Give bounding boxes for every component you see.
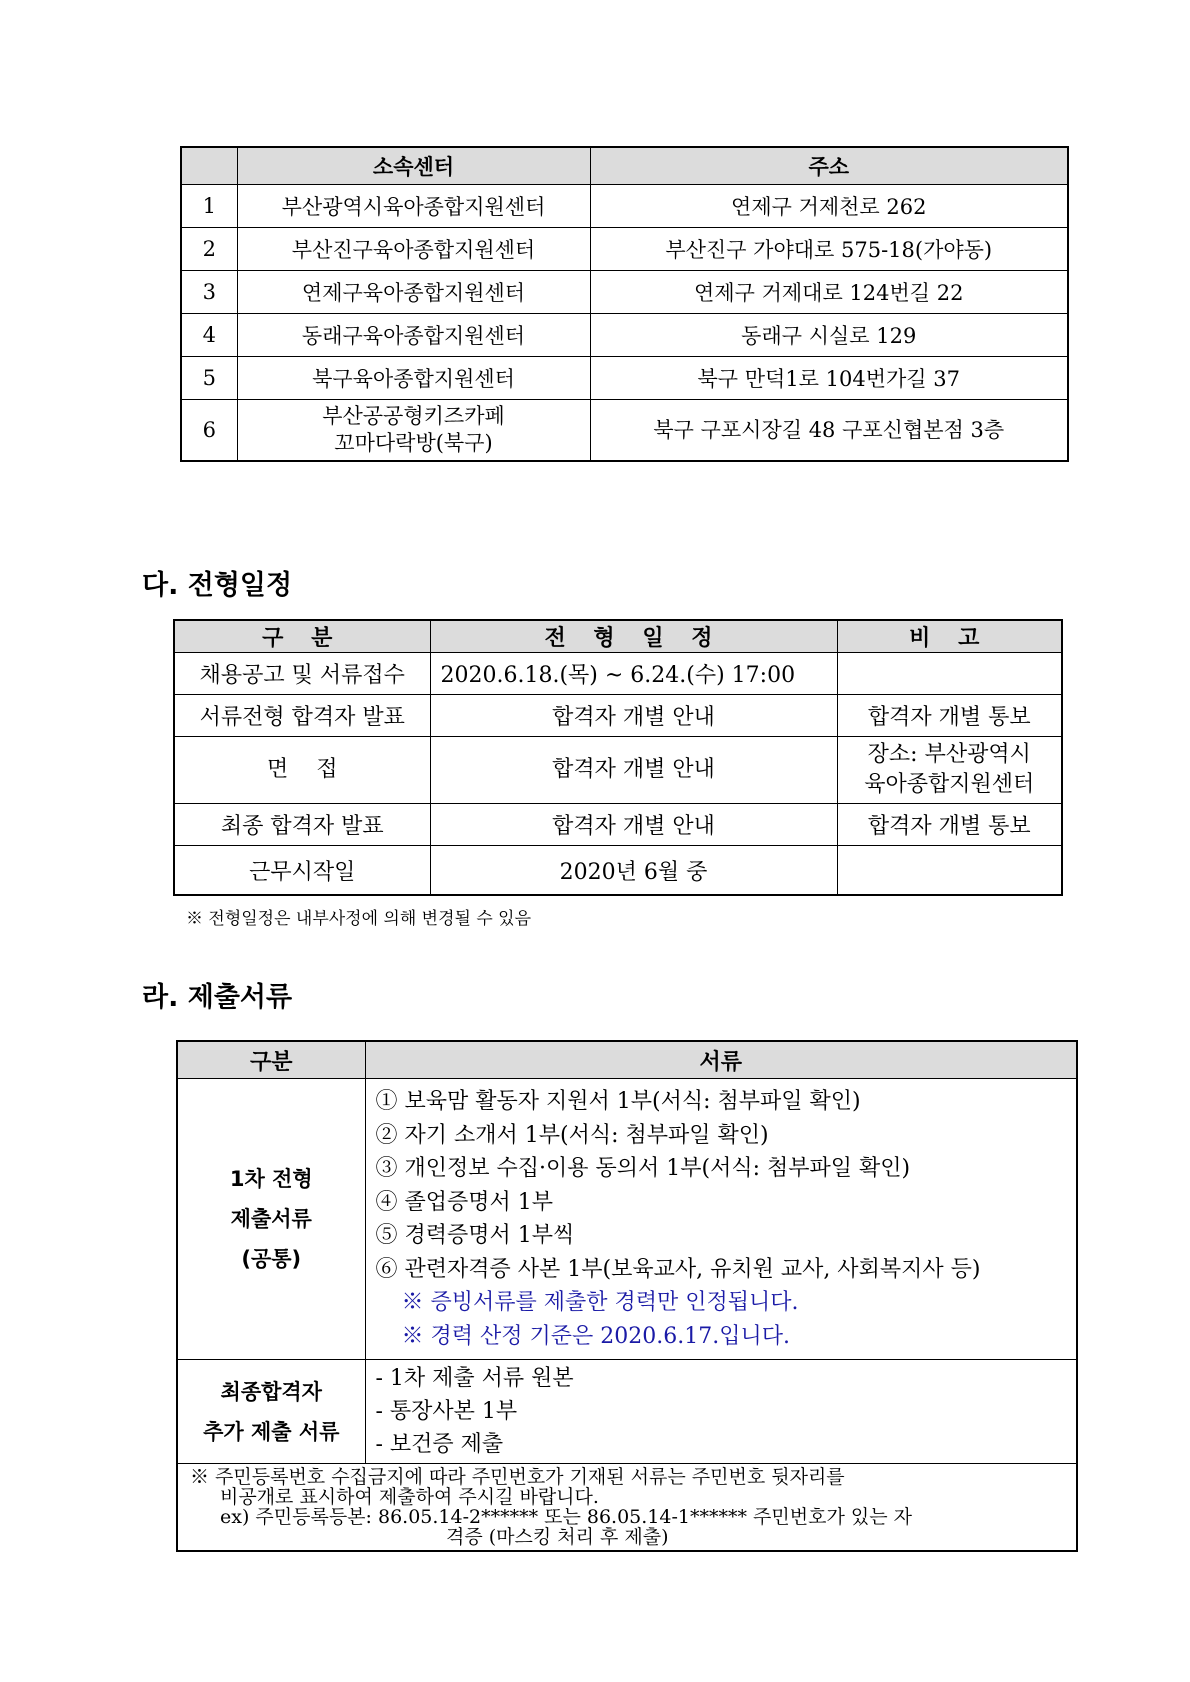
column-header-no (181, 147, 237, 185)
category-line: 추가 제출 서류 (203, 1419, 340, 1444)
center-name-line-2: 꼬마다락방(북구) (334, 431, 493, 455)
list-item: - 통장사본 1부 (375, 1399, 518, 1424)
center-name: 부산진구육아종합지원센터 (237, 228, 590, 271)
table-row (174, 653, 1062, 695)
category-line: 1차 전형 (229, 1167, 313, 1191)
table-row (181, 357, 1068, 400)
center-name: 부산광역시육아종합지원센터 (237, 185, 590, 228)
table-header-row (181, 147, 1068, 185)
table-row (181, 185, 1068, 228)
documents-category-first (177, 1079, 365, 1360)
column-header-address: 주소 (590, 147, 1068, 185)
table-row (181, 228, 1068, 271)
table-header-row (177, 1041, 1077, 1079)
schedule-date: 합격자 개별 안내 (430, 804, 837, 846)
schedule-note (837, 737, 1062, 804)
list-item: - 보건증 제출 (375, 1432, 504, 1457)
column-header-type: 구분 (177, 1041, 365, 1079)
schedule-footnote: ※ 전형일정은 내부사정에 의해 변경될 수 있음 (186, 909, 532, 929)
table-row (181, 271, 1068, 314)
schedule-date: 2020.6.18.(목) ~ 6.24.(수) 17:00 (430, 653, 837, 695)
schedule-table (173, 619, 1063, 896)
row-number: 1 (181, 185, 237, 228)
schedule-date: 2020년 6월 중 (430, 846, 837, 896)
schedule-category: 최종 합격자 발표 (174, 804, 430, 846)
table-row (174, 846, 1062, 896)
row-number: 4 (181, 314, 237, 357)
category-line: 제출서류 (230, 1207, 312, 1231)
documents-list-final (365, 1360, 1077, 1464)
list-item: ② 자기 소개서 1부(서식: 첨부파일 확인) (375, 1122, 769, 1148)
schedule-note (837, 653, 1062, 695)
section-title-schedule: 다. 전형일정 (142, 570, 293, 601)
center-address: 연제구 거제천로 262 (590, 185, 1068, 228)
list-note: ※ 증빙서류를 제출한 경력만 인정됩니다. (401, 1290, 799, 1315)
schedule-note: 합격자 개별 통보 (837, 804, 1062, 846)
documents-list-first (365, 1079, 1077, 1360)
footer-line: 격증 (마스킹 처리 후 제출) (446, 1526, 669, 1548)
table-row (181, 400, 1068, 462)
list-item: - 1차 제출 서류 원본 (375, 1366, 574, 1391)
category-line: (공통) (241, 1247, 302, 1271)
schedule-date: 합격자 개별 안내 (430, 695, 837, 737)
documents-footer-note (177, 1464, 1077, 1552)
schedule-category: 근무시작일 (174, 846, 430, 896)
category-line: 최종합격자 (220, 1379, 322, 1404)
center-name: 연제구육아종합지원센터 (237, 271, 590, 314)
table-row (174, 737, 1062, 804)
table-row (174, 695, 1062, 737)
list-item: ① 보육맘 활동자 지원서 1부(서식: 첨부파일 확인) (375, 1089, 861, 1114)
center-address: 부산진구 가야대로 575-18(가야동) (590, 228, 1068, 271)
row-number: 6 (181, 400, 237, 462)
column-header-note: 비 고 (837, 620, 1062, 653)
footer-line: 비공개로 표시하여 제출하여 주시길 바랍니다. (220, 1486, 599, 1508)
center-name (237, 400, 590, 462)
column-header-category: 구 분 (174, 620, 430, 653)
centers-table (180, 146, 1069, 462)
center-address: 동래구 시실로 129 (590, 314, 1068, 357)
column-header-documents: 서류 (365, 1041, 1077, 1079)
documents-category-final (177, 1360, 365, 1464)
schedule-note: 합격자 개별 통보 (837, 695, 1062, 737)
schedule-category: 서류전형 합격자 발표 (174, 695, 430, 737)
center-name: 북구육아종합지원센터 (237, 357, 590, 400)
column-header-center: 소속센터 (237, 147, 590, 185)
list-item: ⑤ 경력증명서 1부씩 (375, 1223, 575, 1248)
row-number: 2 (181, 228, 237, 271)
center-name-line-1: 부산공공형키즈카페 (322, 404, 505, 428)
row-number: 3 (181, 271, 237, 314)
table-row (181, 314, 1068, 357)
table-row (174, 804, 1062, 846)
center-address: 연제구 거제대로 124번길 22 (590, 271, 1068, 314)
table-row (177, 1079, 1077, 1360)
schedule-category: 면 접 (174, 737, 430, 804)
schedule-note-line-1: 장소: 부산광역시 (867, 742, 1031, 767)
schedule-date: 합격자 개별 안내 (430, 737, 837, 804)
table-row (177, 1360, 1077, 1464)
list-note: ※ 경력 산정 기준은 2020.6.17.입니다. (401, 1323, 790, 1349)
section-title-documents: 라. 제출서류 (142, 982, 293, 1013)
row-number: 5 (181, 357, 237, 400)
list-item: ③ 개인정보 수집·이용 동의서 1부(서식: 첨부파일 확인) (375, 1156, 911, 1181)
center-address: 북구 만덕1로 104번가길 37 (590, 357, 1068, 400)
schedule-note (837, 846, 1062, 896)
center-name: 동래구육아종합지원센터 (237, 314, 590, 357)
table-header-row (174, 620, 1062, 653)
center-address: 북구 구포시장길 48 구포신협본점 3층 (590, 400, 1068, 462)
footer-line: ex) 주민등록등본: 86.05.14-2****** 또는 86.05.14-1****** 주민번호가 있는 자 (220, 1506, 912, 1528)
documents-table (176, 1040, 1078, 1552)
schedule-category: 채용공고 및 서류접수 (174, 653, 430, 695)
column-header-date: 전 형 일 정 (430, 620, 837, 653)
footer-line: ※ 주민등록번호 수집금지에 따라 주민번호가 기재된 서류는 주민번호 뒷자리를 (190, 1466, 845, 1488)
schedule-note-line-2: 육아종합지원센터 (864, 772, 1035, 797)
list-item: ⑥ 관련자격증 사본 1부(보육교사, 유치원 교사, 사회복지사 등) (375, 1256, 981, 1282)
table-row (177, 1464, 1077, 1552)
list-item: ④ 졸업증명서 1부 (375, 1189, 553, 1215)
